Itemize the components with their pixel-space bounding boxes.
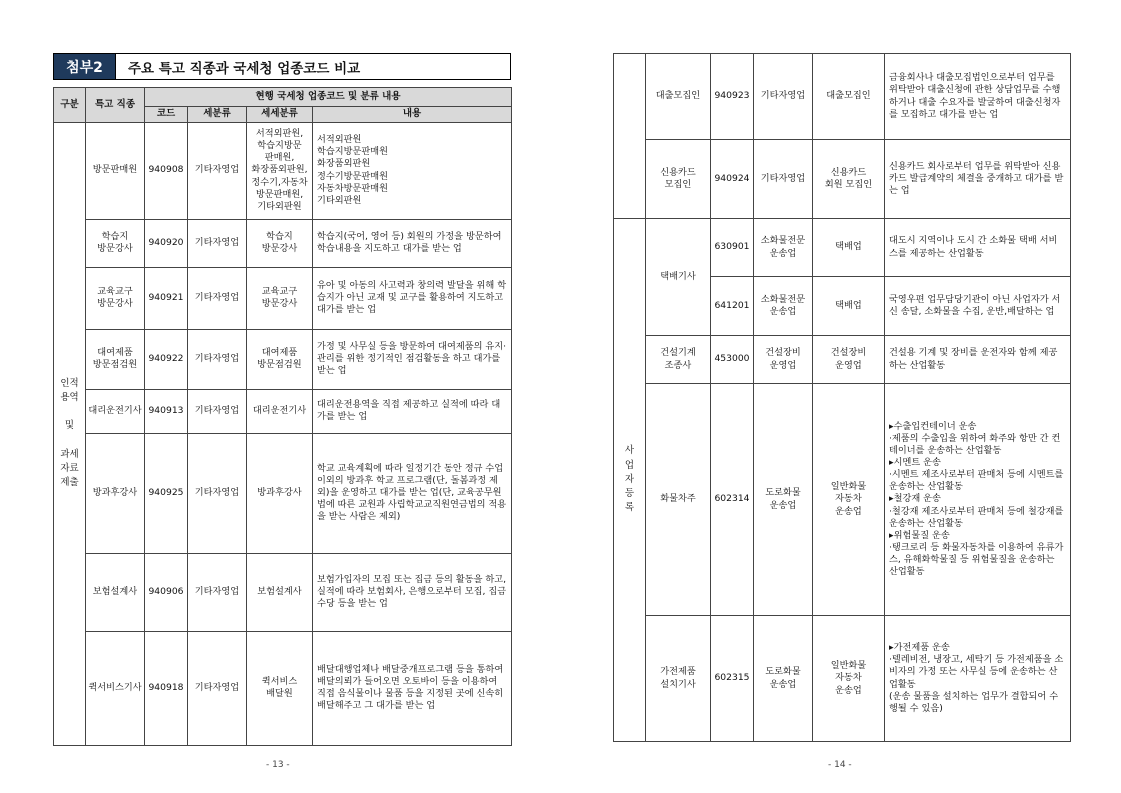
code-cell: 940920 [145,219,188,267]
subclass-cell: 기타자영업 [754,140,813,219]
content-cell: 건설용 기계 및 장비를 운전자와 함께 제공하는 산업활동 [885,336,1071,384]
job-cell: 학습지 방문강사 [86,219,145,267]
detail-cell: 보험설계사 [247,553,313,631]
code-cell: 630901 [711,219,754,277]
code-cell: 940908 [145,122,188,219]
subclass-cell: 기타자영업 [188,122,247,219]
job-cell: 교육교구 방문강사 [86,267,145,329]
attachment-badge: 첨부2 [54,54,116,79]
content-cell: 국영우편 업무담당기관이 아닌 사업자가 서신 송달, 소화물을 수집, 운반,배달하는 업 [885,277,1071,336]
detail-cell: 대여제품 방문점검원 [247,329,313,389]
right-comparison-table [613,53,1071,742]
content-cell: 가정 및 사무실 등을 방문하여 대여제품의 유지·관리를 위한 정기적인 점검활동을 하고 대가를 받는 업 [313,329,512,389]
subclass-cell: 도로화물 운송업 [754,384,813,616]
content-cell: 보험가입자의 모집 또는 집금 등의 활동을 하고, 실적에 따라 보험회사, 은행으로부터 모집, 집금수당 등을 받는 업 [313,553,512,631]
code-cell: 940906 [145,553,188,631]
content-cell: 서적외판원 학습지방문판매원 화장품외판원 정수기방문판매원 자동차방문판매원 기타외판원 [313,122,512,219]
job-cell: 신용카드 모집인 [646,140,711,219]
job-cell: 대여제품 방문점검원 [86,329,145,389]
attachment-title-bar [53,53,511,80]
job-cell: 보험설계사 [86,553,145,631]
code-cell: 940922 [145,329,188,389]
detail-cell: 건설장비 운영업 [813,336,885,384]
code-cell: 940921 [145,267,188,329]
code-cell: 940924 [711,140,754,219]
content-cell: ▸수출입컨테이너 운송 ·제품의 수출입을 위하여 화주와 항만 간 컨테이너를 운송하는 산업활동 ▸시멘트 운송 ·시멘트 제조사로부터 판매처 등에 시멘트를 운송하는 산업활동 ▸철강재 운송 ·철강재 제조사로부터 판매처 등에 철강재를 운송하는 산업활동 ▸위험물질 운송 ·탱크로리 등 화물자동차를 이용하여 유류가스, 유해화학물질 등 위험물질을 운송하는 산업활동 [885,384,1071,616]
subclass-cell: 건설장비 운영업 [754,336,813,384]
code-cell: 641201 [711,277,754,336]
code-cell: 940925 [145,433,188,553]
subclass-cell: 기타자영업 [188,329,247,389]
detail-cell: 택배업 [813,277,885,336]
category-cell: 사 업 자 등 록 [614,219,646,742]
content-cell: 유아 및 아동의 사고력과 창의력 발달을 위해 학습지가 아닌 교재 및 교구를 활용하여 지도하고 대가를 받는 업 [313,267,512,329]
left-comparison-table [53,87,512,746]
subclass-cell: 기타자영업 [188,267,247,329]
subclass-cell: 기타자영업 [754,54,813,140]
content-cell: 대도시 지역이나 도시 간 소화물 택배 서비스를 제공하는 산업활동 [885,219,1071,277]
header-group: 현행 국세청 업종코드 및 분류 내용 [145,88,512,107]
job-cell: 택배기사 [646,219,711,336]
code-cell: 940918 [145,631,188,745]
content-cell: 배달대행업체나 배달중개프로그램 등을 통하여 배달의뢰가 들어오면 오토바이 등을 이용하여 직접 음식물이나 물품 등을 지정된 곳에 신속히 배달해주고 그 대가를 받는 업 [313,631,512,745]
header-division: 구분 [54,88,86,123]
subclass-cell: 소화물전문 운송업 [754,219,813,277]
detail-cell: 일반화물 자동차 운송업 [813,384,885,616]
category-cell-blank [614,54,646,219]
detail-cell: 학습지 방문강사 [247,219,313,267]
detail-cell: 퀵서비스 배달원 [247,631,313,745]
header-occupation: 특고 직종 [86,88,145,123]
job-cell: 방문판매원 [86,122,145,219]
content-cell: 금융회사나 대출모집법인으로부터 업무를 위탁받아 대출신청에 관한 상담업무를 수행하거나 대출 수요자를 발굴하여 대출신청자를 모집하고 대가를 받는 업 [885,54,1071,140]
detail-cell: 방과후강사 [247,433,313,553]
job-cell: 방과후강사 [86,433,145,553]
page-number: - 13 - [266,760,290,770]
subclass-cell: 기타자영업 [188,219,247,267]
job-cell: 퀵서비스기사 [86,631,145,745]
detail-cell: 서적외판원, 학습지방문 판매원, 화장품외판원, 정수기,자동차 방문판매원, 기타외판원 [247,122,313,219]
detail-cell: 신용카드 회원 모집인 [813,140,885,219]
left-page [0,0,560,793]
code-cell: 940913 [145,389,188,433]
content-cell: 대리운전용역을 직접 제공하고 실적에 따라 대가를 받는 업 [313,389,512,433]
subclass-cell: 도로화물 운송업 [754,616,813,742]
header-detail-class: 세세분류 [247,107,313,123]
subclass-cell: 기타자영업 [188,553,247,631]
job-cell: 가전제품 설치기사 [646,616,711,742]
content-cell: 학교 교육계획에 따라 일정기간 동안 정규 수업 이외의 방과후 학교 프로그램(단, 돌봄과정 제외)을 운영하고 대가를 받는 업(단, 교육공무원법에 따른 교원과 사립학교교직원연금법의 적용을 받는 사람은 제외) [313,433,512,553]
detail-cell: 대리운전기사 [247,389,313,433]
job-cell: 대출모집인 [646,54,711,140]
detail-cell: 택배업 [813,219,885,277]
job-cell: 화물차주 [646,384,711,616]
content-cell: 학습지(국어, 영어 등) 회원의 가정을 방문하여 학습내용을 지도하고 대가를 받는 업 [313,219,512,267]
right-page [560,0,1121,793]
content-cell: 신용카드 회사로부터 업무를 위탁받아 신용카드 발급계약의 체결을 중개하고 대가를 받는 업 [885,140,1071,219]
code-cell: 602315 [711,616,754,742]
header-code: 코드 [145,107,188,123]
code-cell: 453000 [711,336,754,384]
header-content: 내용 [313,107,512,123]
detail-cell: 일반화물 자동차 운송업 [813,616,885,742]
job-cell: 대리운전기사 [86,389,145,433]
subclass-cell: 기타자영업 [188,631,247,745]
content-cell: ▸가전제품 운송 ·텔레비전, 냉장고, 세탁기 등 가전제품을 소비자의 가정 또는 사무실 등에 운송하는 산업활동 (운송 물품을 설치하는 업무가 결합되어 수행될 수 있음) [885,616,1071,742]
header-subclass: 세분류 [188,107,247,123]
attachment-title: 주요 특고 직종과 국세청 업종코드 비교 [128,60,361,77]
code-cell: 940923 [711,54,754,140]
detail-cell: 교육교구 방문강사 [247,267,313,329]
subclass-cell: 기타자영업 [188,389,247,433]
subclass-cell: 기타자영업 [188,433,247,553]
job-cell: 건설기계 조종사 [646,336,711,384]
code-cell: 602314 [711,384,754,616]
page-number: - 14 - [828,760,852,770]
detail-cell: 대출모집인 [813,54,885,140]
subclass-cell: 소화물전문 운송업 [754,277,813,336]
category-cell: 인적 용역 및 과세 자료 제출 [54,122,86,745]
